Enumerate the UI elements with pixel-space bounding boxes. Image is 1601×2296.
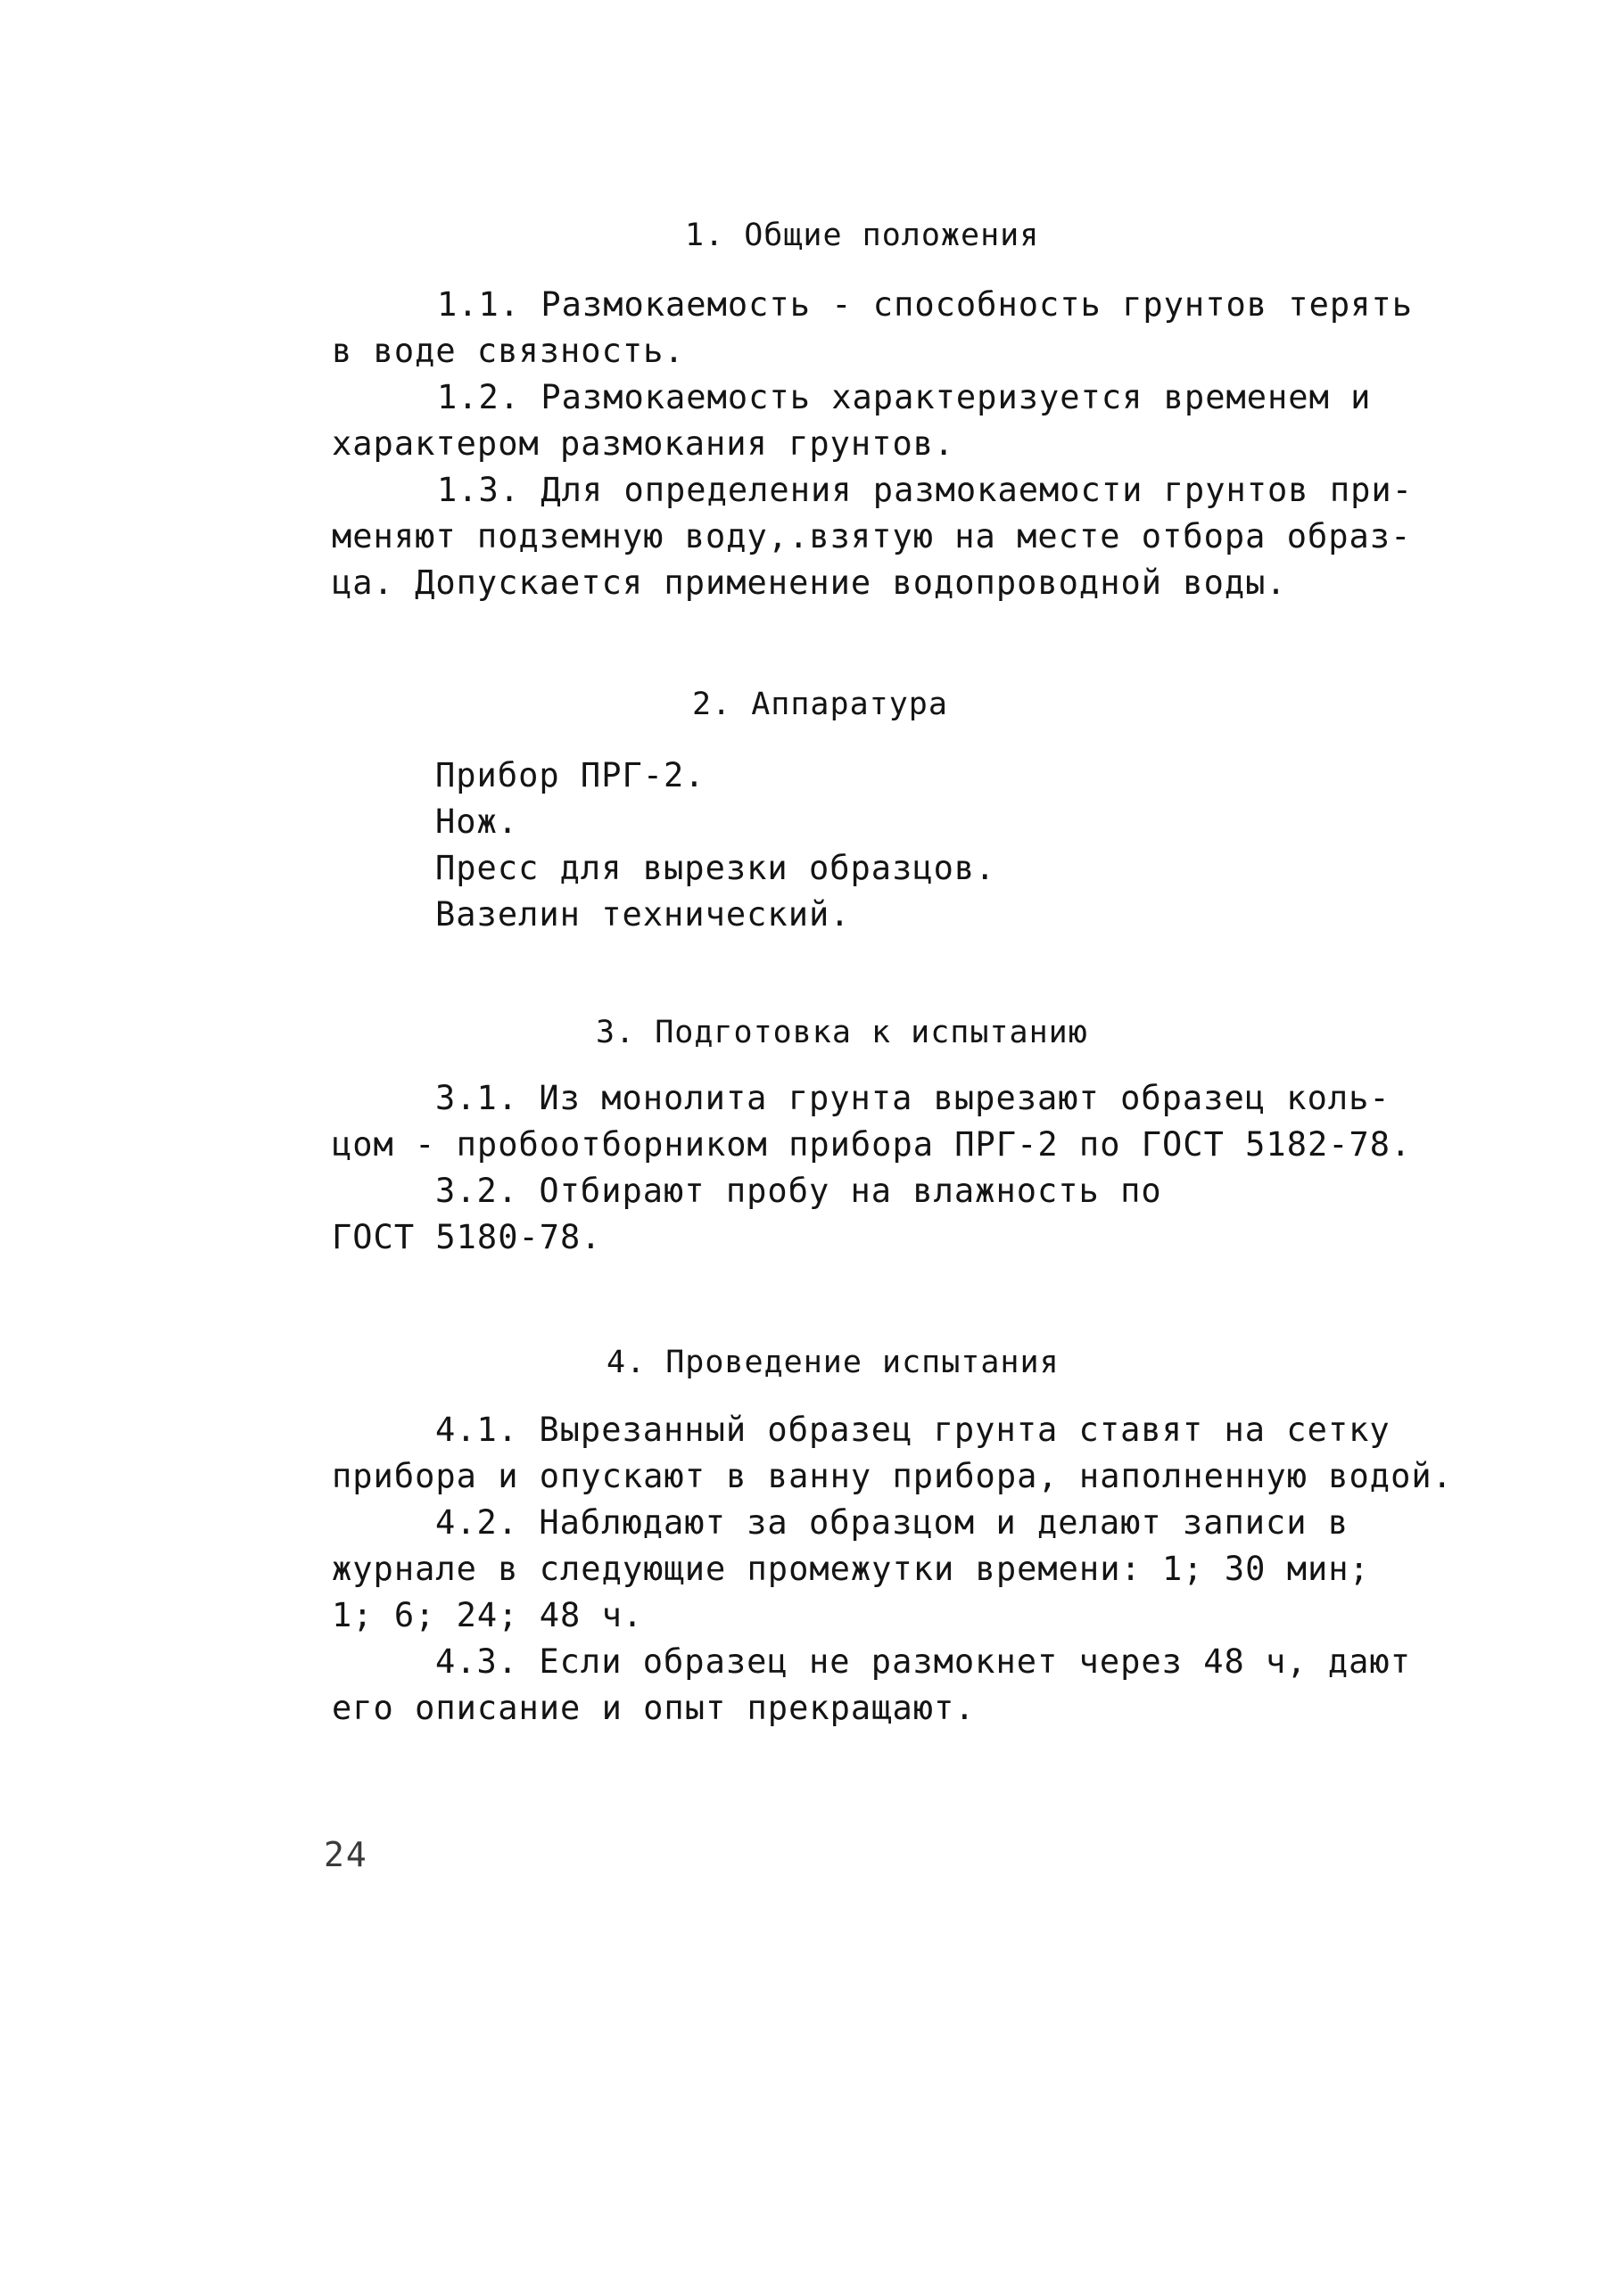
section-2-item-2: Нож. (435, 802, 519, 841)
section-1-line-7: ца. Допускается применение водопроводной воды. (332, 564, 1287, 602)
section-4-line-6: 4.3. Если образец не размокнет через 48 ч, дают (435, 1642, 1411, 1681)
section-1-line-6: меняют подземную воду,.взятую на месте отбора образ- (332, 517, 1412, 555)
section-1-line-3: 1.2. Размокаемость характеризуется временем и (437, 378, 1372, 416)
section-1-line-5: 1.3. Для определения размокаемости грунтов при- (437, 471, 1413, 509)
section-4-line-7: его описание и опыт прекращают. (332, 1689, 976, 1727)
section-4-line-5: 1; 6; 24; 48 ч. (332, 1596, 644, 1634)
section-2-title: 2. Аппаратура (692, 687, 948, 722)
page-number: 24 (324, 1835, 368, 1874)
section-4-line-1: 4.1. Вырезанный образец грунта ставят на сетку (435, 1411, 1391, 1449)
section-3-line-2: цом - пробоотборником прибора ПРГ-2 по ГОСТ 5182-78. (332, 1125, 1412, 1164)
section-4-title: 4. Проведение испытания (607, 1345, 1060, 1380)
section-1-line-1: 1.1. Размокаемость - способность грунтов терять (437, 285, 1413, 324)
section-2-item-4: Вазелин технический. (435, 895, 851, 934)
section-4-line-2: прибора и опускают в ванну прибора, наполненную водой. (332, 1457, 1453, 1495)
section-1-line-2: в воде связность. (332, 332, 685, 370)
section-3-line-4: ГОСТ 5180-78. (332, 1218, 602, 1256)
section-4-line-4: журнале в следующие промежутки времени: 1; 30 мин; (332, 1550, 1370, 1588)
section-2-item-3: Пресс для вырезки образцов. (435, 849, 996, 887)
section-4-line-3: 4.2. Наблюдают за образцом и делают записи в (435, 1503, 1349, 1542)
section-1-line-4: характером размокания грунтов. (332, 424, 955, 463)
section-1-title: 1. Общие положения (685, 218, 1040, 253)
section-3-line-1: 3.1. Из монолита грунта вырезают образец коль- (435, 1079, 1391, 1117)
section-2-item-1: Прибор ПРГ-2. (435, 756, 706, 794)
section-3-title: 3. Подготовка к испытанию (596, 1015, 1088, 1050)
section-3-line-3: 3.2. Отбирают пробу на влажность по (435, 1172, 1162, 1210)
